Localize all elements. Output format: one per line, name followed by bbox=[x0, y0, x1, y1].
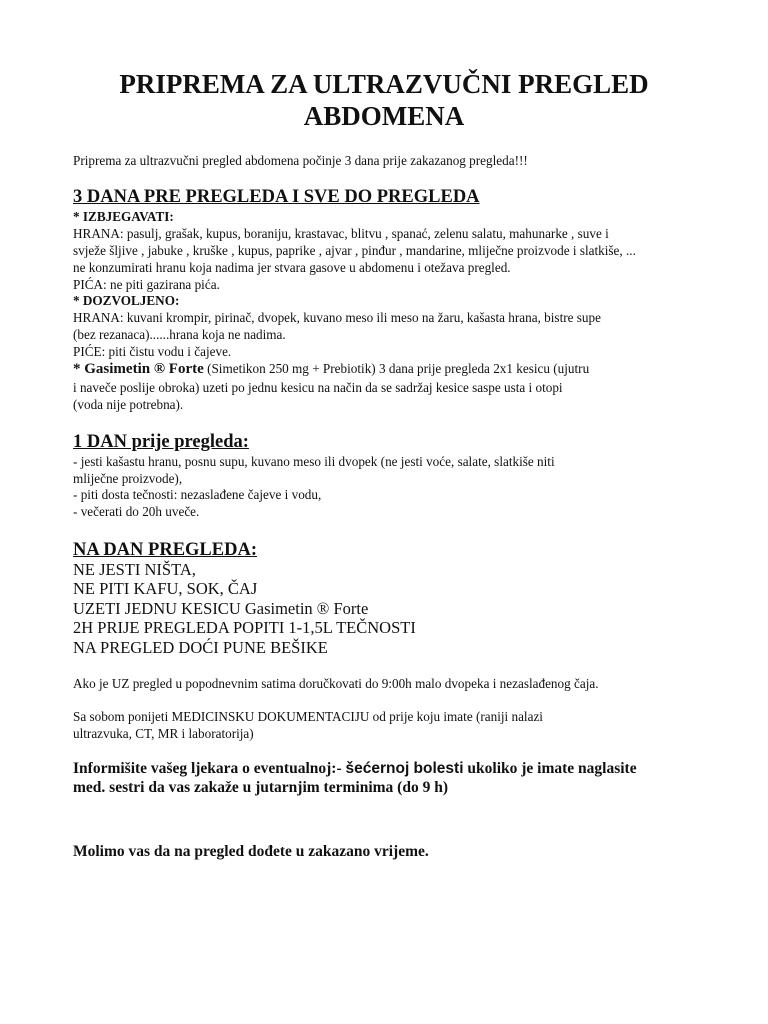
gasimetin-line-1 bbox=[73, 359, 589, 379]
exam-day-instruction: UZETI JEDNU KESICU Gasimetin ® Forte bbox=[73, 599, 369, 618]
inform-text: Informišite vašeg ljekara o eventualnoj:- bbox=[73, 760, 346, 777]
closing-text: Molimo vas da na pregled dođete u zakazano vrijeme. bbox=[73, 843, 429, 860]
diabetes-emphasis: šećernoj bolesti bbox=[345, 760, 464, 777]
afternoon-note: Ako je UZ pregled u popodnevnim satima doručkovati do 9:00h malo dvopeka i nezaslađenog čaja. bbox=[73, 676, 599, 691]
exam-day-instruction: NA PREGLED DOĆI PUNE BEŠIKE bbox=[73, 638, 328, 657]
day-before-line: - večerati do 20h uveče. bbox=[73, 504, 200, 519]
section-3-days-heading: 3 DANA PRE PREGLEDA I SVE DO PREGLEDA bbox=[73, 187, 480, 207]
day-before-line: - jesti kašastu hranu, posnu supu, kuvano meso ili dvopek (ne jesti voće, salate, slatkiše niti bbox=[73, 454, 555, 469]
exam-day-instruction: NE PITI KAFU, SOK, ČAJ bbox=[73, 579, 258, 598]
gasimetin-line-2: i naveče poslije obroka) uzeti po jednu kesicu na način da se sadržaj kesice saspe usta i otopi bbox=[73, 380, 563, 395]
exam-day-instruction: 2H PRIJE PREGLEDA POPITI 1-1,5L TEČNOSTI bbox=[73, 618, 416, 637]
page-title bbox=[60, 68, 708, 132]
day-before-line: mliječne proizvode), bbox=[73, 471, 183, 486]
gasimetin-star: * bbox=[73, 361, 85, 377]
title-line-1: PRIPREMA ZA ULTRAZVUČNI PREGLED bbox=[119, 69, 649, 99]
documentation-line-2: ultrazvuka, CT, MR i laboratorija) bbox=[73, 726, 254, 741]
gasimetin-line-3: (voda nije potrebna). bbox=[73, 397, 184, 412]
avoid-food-line: HRANA: pasulj, grašak, kupus, boraniju, krastavac, blitvu , spanać, zelenu salatu, mahunarke , suve i bbox=[73, 226, 609, 241]
avoid-food-line: svježe šljive , jabuke , kruške , kupus, paprike , ajvar , pinđur , mandarine, mliječne proizvode i slatkiše, ... bbox=[73, 243, 636, 258]
avoid-drink-line: PIĆA: ne piti gazirana pića. bbox=[73, 277, 220, 292]
allowed-drink-line: PIĆE: piti čistu vodu i čajeve. bbox=[73, 344, 232, 359]
allowed-food-line: (bez rezanaca)......hrana koja ne nadima. bbox=[73, 327, 286, 342]
allowed-food-line: HRANA: kuvani krompir, pirinač, dvopek, kuvano meso ili meso na žaru, kašasta hrana, bistre supe bbox=[73, 310, 601, 325]
inform-text: ukoliko je imate naglasite bbox=[463, 760, 637, 777]
avoid-food-line: ne konzumirati hranu koja nadima jer stvara gasove u abdomenu i otežava pregled. bbox=[73, 260, 511, 275]
gasimetin-dosage: (Simetikon 250 mg + Prebiotik) 3 dana prije pregleda 2x1 kesicu (ujutru bbox=[203, 361, 590, 376]
inform-doctor-line-2: med. sestri da vas zakaže u jutarnjim terminima (do 9 h) bbox=[73, 779, 448, 796]
allowed-label: * DOZVOLJENO: bbox=[73, 293, 180, 308]
day-before-line: - piti dosta tečnosti: nezaslađene čajeve i vodu, bbox=[73, 487, 322, 502]
section-exam-day-heading: NA DAN PREGLEDA: bbox=[73, 540, 257, 560]
intro-text: Priprema za ultrazvučni pregled abdomena počinje 3 dana prije zakazanog pregleda!!! bbox=[73, 153, 528, 168]
gasimetin-name: Gasimetin ® Forte bbox=[84, 361, 204, 377]
inform-doctor-line-1 bbox=[73, 759, 637, 779]
exam-day-instruction: NE JESTI NIŠTA, bbox=[73, 560, 196, 579]
title-line-2: ABDOMENA bbox=[303, 101, 465, 131]
documentation-line-1: Sa sobom ponijeti MEDICINSKU DOKUMENTACIJU od prije koju imate (raniji nalazi bbox=[73, 709, 543, 724]
avoid-label: * IZBJEGAVATI: bbox=[73, 209, 174, 224]
section-1-day-heading: 1 DAN prije pregleda: bbox=[73, 432, 249, 452]
